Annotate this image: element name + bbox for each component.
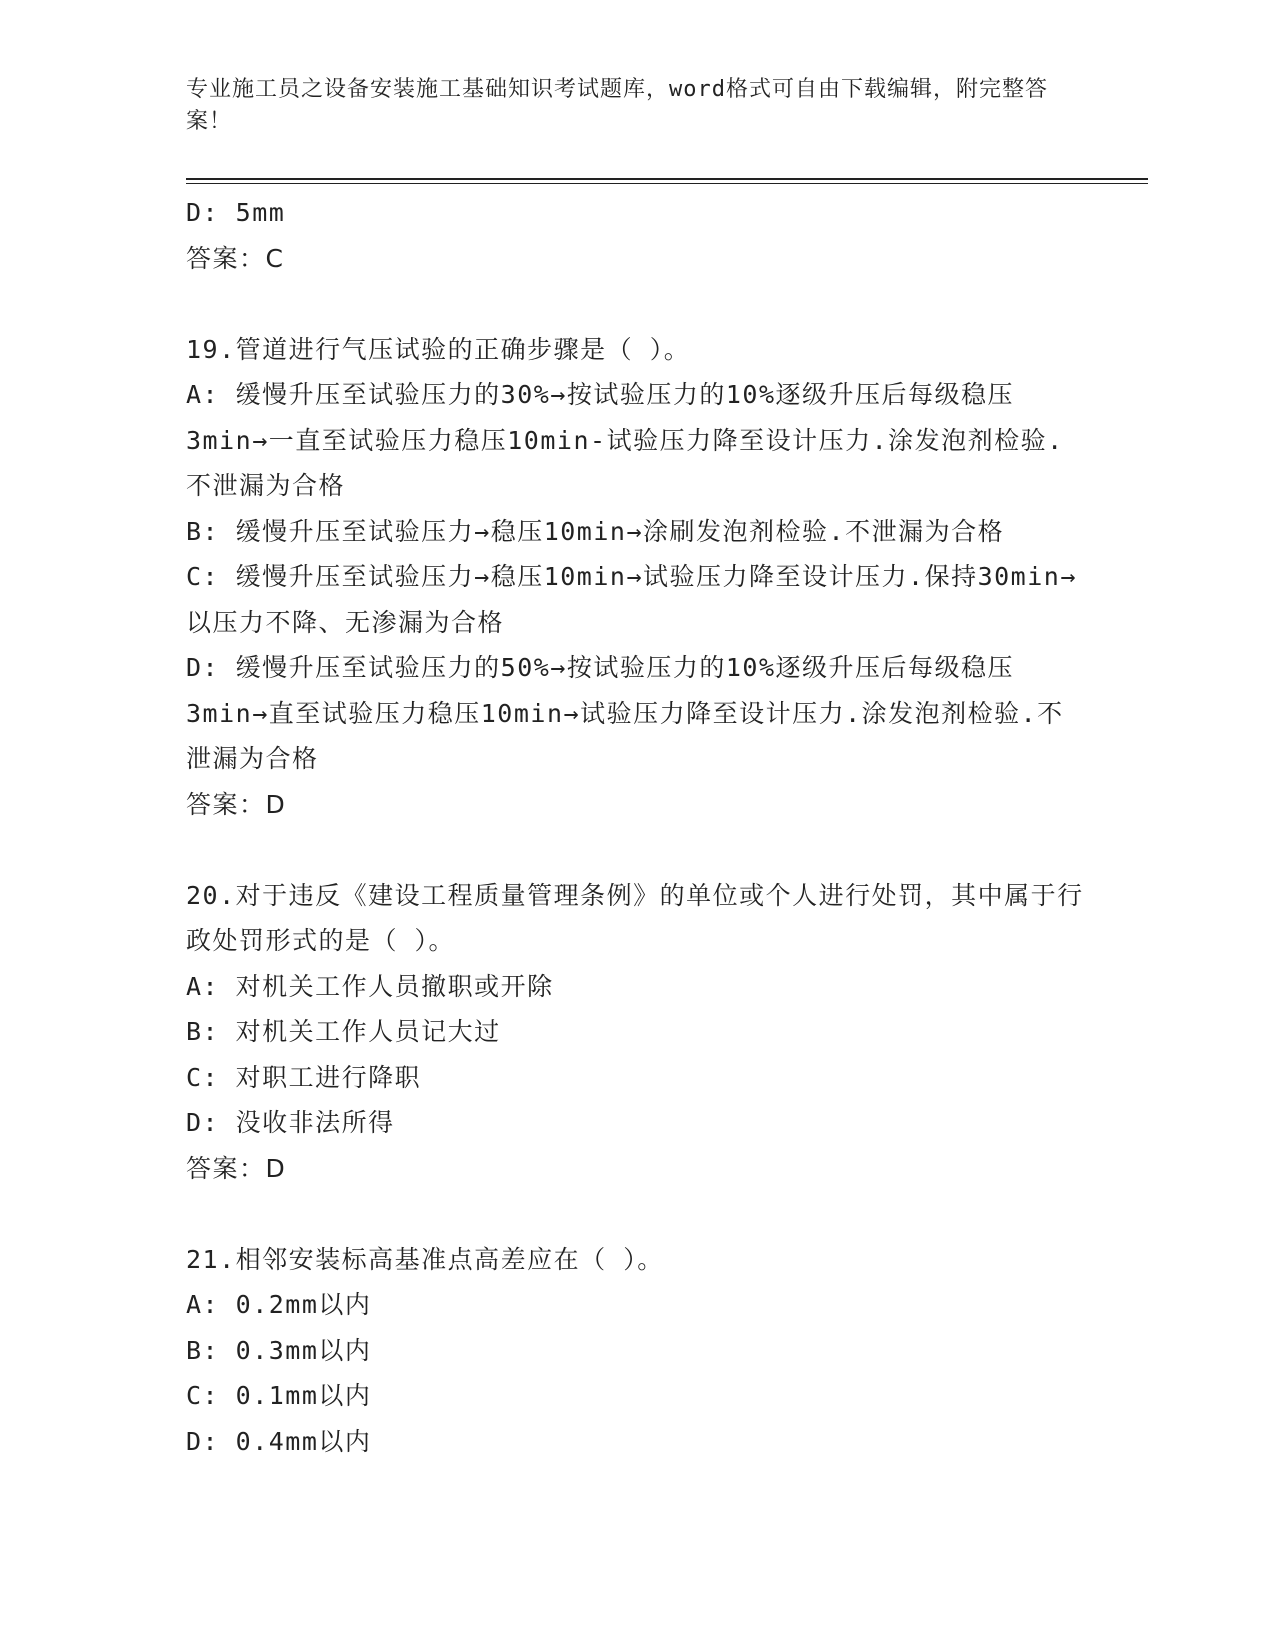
answer-line: 答案：C bbox=[186, 243, 285, 273]
document-header: 专业施工员之设备安装施工基础知识考试题库，word格式可自由下载编辑，附完整答案！ bbox=[186, 77, 1048, 134]
option-text: B: 缓慢升压至试验压力→稳压10min→涂刷发泡剂检验.不泄漏为合格 bbox=[186, 516, 1005, 546]
option-text: D: 缓慢升压至试验压力的50%→按试验压力的10%逐级升压后每级稳压3min→直至试验压力稳压10min→试验压力降至设计压力.涂发泡剂检验.不泄漏为合格 bbox=[186, 653, 1064, 773]
option-text: A: 缓慢升压至试验压力的30%→按试验压力的10%逐级升压后每级稳压3min→一直至试验压力稳压10min-试验压力降至设计压力.涂发泡剂检验.不泄漏为合格 bbox=[186, 380, 1064, 500]
exam-content bbox=[186, 190, 1086, 1464]
option-text: D: 没收非法所得 bbox=[186, 1108, 395, 1137]
blank-line bbox=[186, 1191, 1086, 1237]
option-text: D: 0.4mm以内 bbox=[186, 1426, 372, 1456]
option-text: A: 0.2mm以内 bbox=[186, 1290, 372, 1319]
option-text: C: 缓慢升压至试验压力→稳压10min→试验压力降至设计压力.保持30min→以压力不降、无渗漏为合格 bbox=[186, 562, 1077, 637]
option-text: D: 5mm bbox=[186, 198, 286, 227]
blank-line bbox=[186, 827, 1086, 873]
answer-line: 答案：D bbox=[186, 1153, 287, 1183]
answer-line: 答案：D bbox=[186, 789, 287, 819]
question-stem: 20.对于违反《建设工程质量管理条例》的单位或个人进行处罚，其中属于行政处罚形式的是（ ）。 bbox=[186, 880, 1084, 955]
option-text: C: 0.1mm以内 bbox=[186, 1381, 372, 1410]
header-divider-thick bbox=[186, 178, 1148, 180]
question-stem: 21.相邻安装标高基准点高差应在（ ）。 bbox=[186, 1244, 664, 1274]
blank-line bbox=[186, 281, 1086, 327]
question-stem: 19.管道进行气压试验的正确步骤是（ ）。 bbox=[186, 334, 691, 364]
option-text: B: 对机关工作人员记大过 bbox=[186, 1017, 501, 1046]
option-text: C: 对职工进行降职 bbox=[186, 1062, 422, 1092]
option-text: B: 0.3mm以内 bbox=[186, 1335, 372, 1365]
option-text: A: 对机关工作人员撤职或开除 bbox=[186, 971, 554, 1001]
header-divider-thin bbox=[186, 183, 1148, 184]
